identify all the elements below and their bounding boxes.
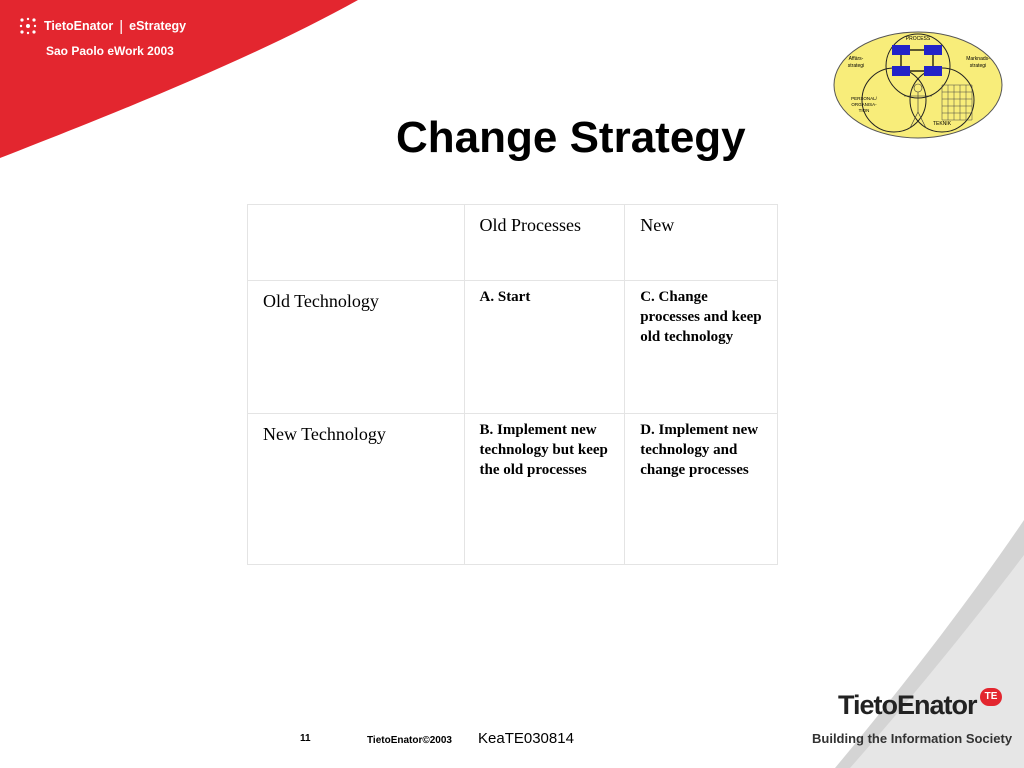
cell-a-start: A. Start [464, 281, 625, 414]
diagram-bottom-left-label-3: TION [858, 108, 870, 113]
column-header-new: New [625, 205, 778, 281]
footer-copyright: TietoEnator©2003 [367, 735, 452, 746]
brand-product: eStrategy [129, 19, 187, 33]
cell-c-change-processes: C. Change processes and keep old technology [625, 281, 778, 414]
page-number: 11 [300, 733, 311, 744]
table-row [248, 414, 778, 565]
diagram-bottom-left-label-2: ORGANISA- [851, 102, 877, 107]
diagram-bottom-right-label: TEKNIK [932, 121, 952, 127]
diagram-right-label-1: Marknads- [966, 56, 990, 62]
process-box-1 [892, 45, 910, 55]
table-corner-cell [248, 205, 465, 281]
diagram-outer-ellipse [834, 32, 1002, 138]
logo-tagline: Building the Information Society [812, 731, 1013, 746]
tietoenator-logo: TietoEnator [838, 690, 977, 720]
process-box-4 [924, 66, 942, 76]
header-subtitle: Sao Paolo eWork 2003 [46, 44, 174, 58]
slide-title: Change Strategy [396, 113, 746, 162]
table-header-row [248, 205, 778, 281]
row-header-new-technology: New Technology [248, 414, 465, 565]
tietoenator-star-icon [18, 16, 38, 36]
column-header-old-processes: Old Processes [464, 205, 625, 281]
diagram-bottom-left-label-1: PERSONAL/ [851, 96, 877, 101]
footer-document-code: KeaTE030814 [478, 730, 574, 747]
strategy-venn-diagram [832, 30, 1004, 140]
te-badge: TE [980, 688, 1002, 706]
change-strategy-table [247, 204, 778, 565]
process-box-3 [892, 66, 910, 76]
cell-d-implement-and-change: D. Implement new technology and change processes [625, 414, 778, 565]
row-header-old-technology: Old Technology [248, 281, 465, 414]
brand-header [18, 16, 186, 36]
brand-name: TietoEnator [44, 19, 114, 33]
table-row [248, 281, 778, 414]
diagram-right-label-2: strategi [969, 63, 987, 69]
brand-separator: | [119, 17, 124, 35]
process-box-2 [924, 45, 942, 55]
diagram-left-label-1: Affärs- [848, 56, 864, 62]
diagram-top-label: PROCESS [905, 36, 931, 42]
diagram-left-label-2: strategi [847, 63, 865, 69]
cell-b-implement-new-technology: B. Implement new technology but keep the old processes [464, 414, 625, 565]
